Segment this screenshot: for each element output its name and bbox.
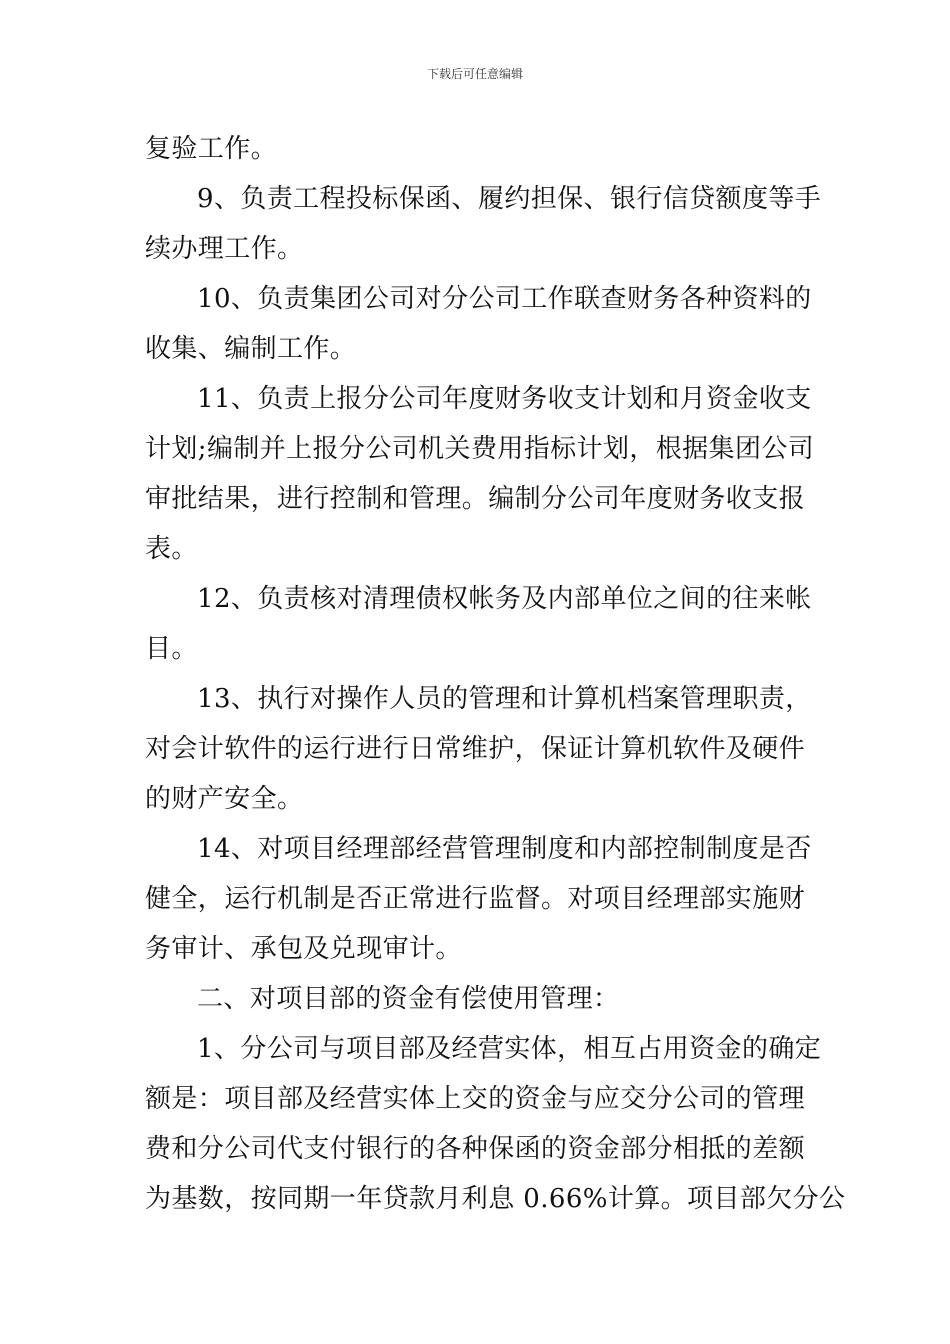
text-line: 目。 <box>145 634 198 664</box>
text-line: 12、负责核对清理债权帐务及内部单位之间的往来帐 <box>197 584 812 614</box>
text-line: 额是：项目部及经营实体上交的资金与应交分公司的管理 <box>145 1084 806 1114</box>
text-line: 11、负责上报分公司年度财务收支计划和月资金收支 <box>197 384 812 414</box>
document-body <box>145 124 846 1224</box>
text-line: 费和分公司代支付银行的各种保函的资金部分相抵的差额 <box>145 1134 806 1164</box>
text-line: 复验工作。 <box>145 134 278 164</box>
text-line: 收集、编制工作。 <box>145 334 357 364</box>
text-line: 续办理工作。 <box>145 234 304 264</box>
text-line: 13、执行对操作人员的管理和计算机档案管理职责， <box>197 684 812 714</box>
text-line: 审批结果，进行控制和管理。编制分公司年度财务收支报 <box>145 484 806 514</box>
text-line: 对会计软件的运行进行日常维护，保证计算机软件及硬件 <box>145 734 806 764</box>
page-header: 下载后可任意编辑 <box>426 67 523 81</box>
text-line: 表。 <box>145 534 198 564</box>
text-line: 1、分公司与项目部及经营实体，相互占用资金的确定 <box>197 1034 822 1064</box>
text-line: 健全，运行机制是否正常进行监督。对项目经理部实施财 <box>145 884 806 914</box>
text-line: 计划;编制并上报分公司机关费用指标计划，根据集团公司 <box>145 434 815 464</box>
text-line: 10、负责集团公司对分公司工作联查财务各种资料的 <box>197 284 812 314</box>
text-line: 14、对项目经理部经营管理制度和内部控制制度是否 <box>197 834 812 864</box>
text-line: 的财产安全。 <box>145 784 304 814</box>
text-line: 二、对项目部的资金有偿使用管理： <box>197 984 620 1014</box>
text-line: 务审计、承包及兑现审计。 <box>145 934 462 964</box>
text-line: 9、负责工程投标保函、履约担保、银行信贷额度等手 <box>197 184 822 214</box>
text-line: 为基数，按同期一年贷款月利息 0.66%计算。项目部欠分公 <box>145 1184 846 1214</box>
